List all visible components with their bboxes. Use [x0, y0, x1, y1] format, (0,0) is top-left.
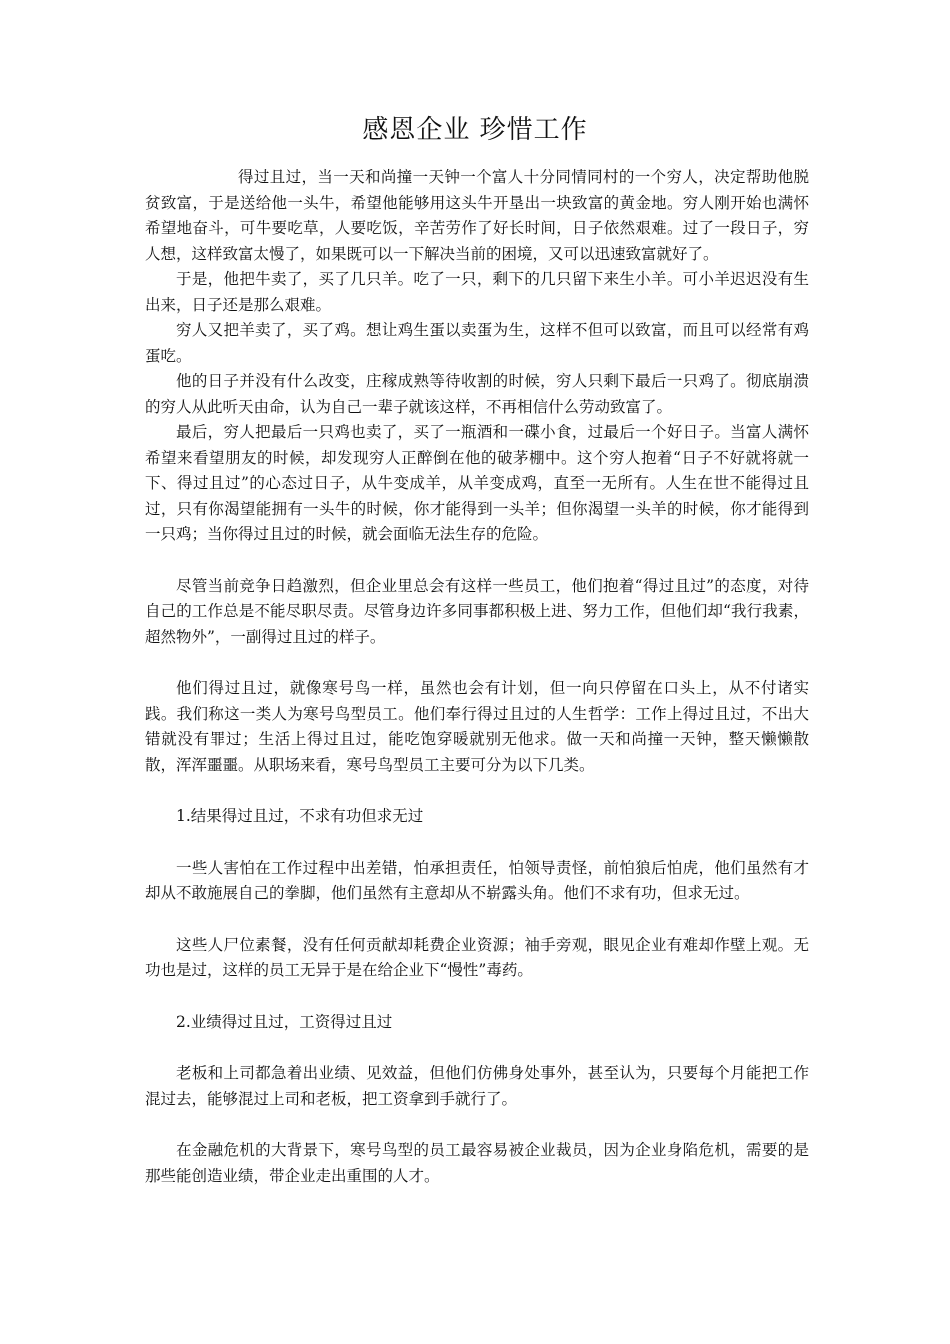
spacer — [145, 907, 809, 933]
spacer — [145, 830, 809, 856]
paragraph-9: 这些人尸位素餐，没有任何贡献却耗费企业资源；袖手旁观，眼见企业有难却作壁上观。无功也是过，这样的员工无异于是在给企业下“慢性”毒药。 — [145, 935, 809, 979]
spacer — [145, 650, 809, 676]
spacer — [145, 1112, 809, 1138]
paragraph-2: 于是，他把牛卖了，买了几只羊。吃了一只，剩下的几只留下来生小羊。可小羊迟迟没有生出来，日子还是那么艰难。 — [145, 270, 809, 314]
paragraph-8: 一些人害怕在工作过程中出差错，怕承担责任，怕领导责怪，前怕狼后怕虎，他们虽然有才却从不敢施展自己的拳脚，他们虽然有主意却从不崭露头角。他们不求有功，但求无过。 — [145, 858, 809, 902]
paragraph-4: 他的日子并没有什么改变，庄稼成熟等待收割的时候，穷人只剩下最后一只鸡了。彻底崩溃的穷人从此听天由命，认为自己一辈子就该这样，不再相信什么劳动致富了。 — [145, 372, 809, 416]
paragraph-5: 最后，穷人把最后一只鸡也卖了，买了一瓶酒和一碟小食，过最后一个好日子。当富人满怀希望来看望朋友的时候，却发现穷人正醉倒在他的破茅棚中。这个穷人抱着“日子不好就将就一下、得过且过”的心态过日子，从牛变成羊，从羊变成鸡，直至一无所有。人生在世不能得过且过，只有你渴望能拥有一头牛的时候，你才能得到一头羊；但你渴望一头羊的时候，你才能得到一只鸡；当你得过且过的时候，就会面临无法生存的危险。 — [145, 423, 809, 543]
paragraph-10: 老板和上司都急着出业绩、见效益，但他们仿佛身处事外，甚至认为，只要每个月能把工作混过去，能够混过上司和老板，把工资拿到手就行了。 — [145, 1064, 809, 1108]
section-heading-2: 2.业绩得过且过，工资得过且过 — [176, 1012, 393, 1031]
paragraph-7: 他们得过且过，就像寒号鸟一样，虽然也会有计划，但一向只停留在口头上，从不付诸实践。我们称这一类人为寒号鸟型员工。他们奉行得过且过的人生哲学：工作上得过且过，不出大错就没有罪过；生活上得过且过，能吃饱穿暖就别无他求。做一天和尚撞一天钟，整天懒懒散散，浑浑噩噩。从职场来看，寒号鸟型员工主要可分为以下几类。 — [145, 679, 809, 774]
document-title: 感恩企业 珍惜工作 — [362, 115, 588, 145]
spacer — [145, 548, 809, 574]
paragraph-6: 尽管当前竞争日趋激烈，但企业里总会有这样一些员工，他们抱着“得过且过”的态度，对待自己的工作总是不能尽职尽责。尽管身边许多同事都积极上进、努力工作，但他们却“我行我素，超然物外”，一副得过且过的样子。 — [145, 576, 809, 646]
spacer — [145, 778, 809, 804]
spacer — [145, 984, 809, 1010]
paragraph-3: 穷人又把羊卖了，买了鸡。想让鸡生蛋以卖蛋为生，这样不但可以致富，而且可以经常有鸡蛋吃。 — [145, 321, 809, 365]
section-heading-1: 1.结果得过且过，不求有功但求无过 — [176, 807, 424, 825]
paragraph-1: 得过且过，当一天和尚撞一天钟一个富人十分同情同村的一个穷人，决定帮助他脱贫致富，于是送给他一头牛，希望他能够用这头牛开垦出一块致富的黄金地。穷人刚开始也满怀希望地奋斗，可牛要吃草，人要吃饭，辛苦劳作了好长时间，日子依然艰难。过了一段日子，穷人想，这样致富太慢了，如果既可以一下解决当前的困境，又可以迅速致富就好了。 — [145, 168, 809, 263]
spacer — [145, 1035, 809, 1061]
paragraph-11: 在金融危机的大背景下，寒号鸟型的员工最容易被企业裁员，因为企业身陷危机，需要的是那些能创造业绩，带企业走出重围的人才。 — [145, 1141, 809, 1185]
document-body — [145, 165, 809, 1189]
